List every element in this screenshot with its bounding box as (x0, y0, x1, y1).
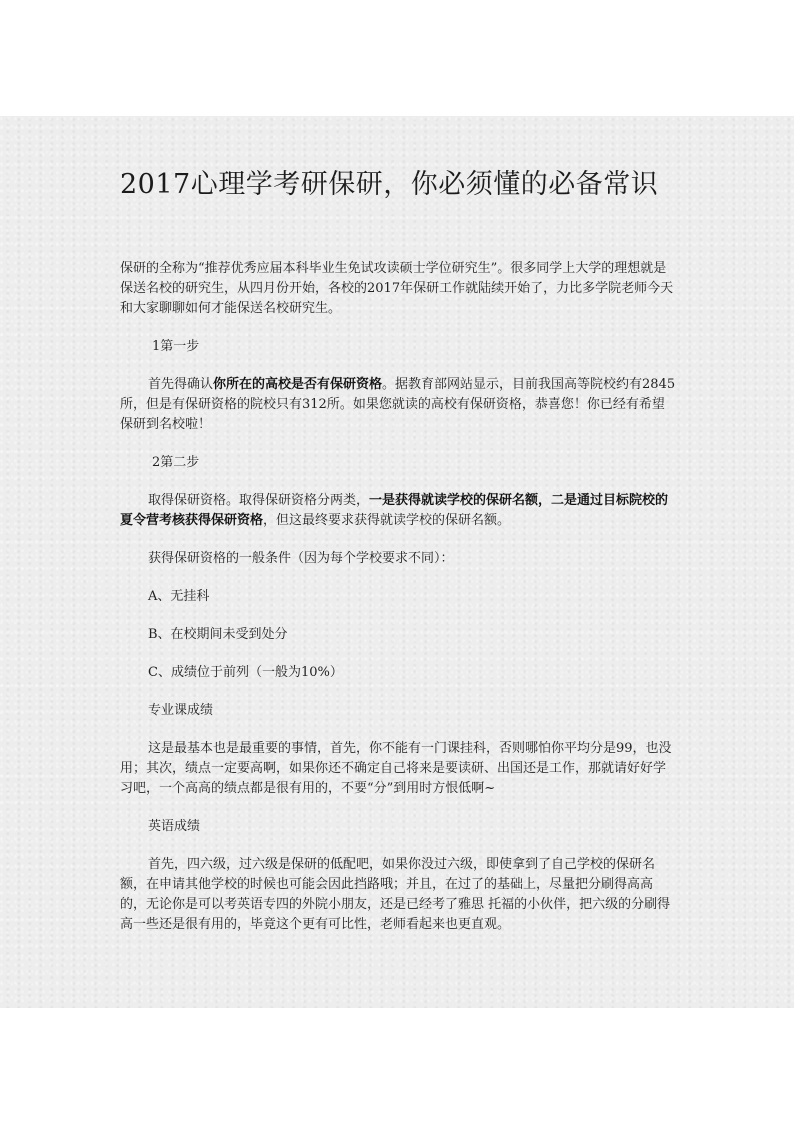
document-title: 2017心理学考研保研，你必须懂的必备常识 (120, 169, 659, 200)
step2-text-a: 取得保研资格。取得保研资格分两类， (148, 493, 370, 508)
major-paragraph: 这是最基本也是最重要的事情，首先，你不能有一门课挂科，否则哪怕你平均分是99，也没用；其次，绩点一定要高啊，如果你还不确定自己将来是要读研、出国还是工作，那就请好好学习吧，一个高高的绩点都是很有用的，不要“分”到用时方恨低啊~ (120, 741, 672, 796)
condition-b: B、在校期间未受到处分 (148, 627, 288, 642)
step2-text-bold: 一是获得就读学校的保研名额，二是通过目标院校的夏令营考核获得保研资格 (120, 493, 669, 528)
document-body (120, 166, 676, 935)
condition-c: C、成绩位于前列（一般为10%） (148, 665, 343, 680)
step2-heading: 2第二步 (152, 455, 200, 470)
english-paragraph: 首先，四六级，过六级是保研的低配吧，如果你没过六级，即使拿到了自己学校的保研名额，在申请其他学校的时候也可能会因此挡路哦；并且，在过了的基础上，尽量把分刷得高高的，无论你是可以考英语专四的外院小朋友，还是已经考了雅思 托福的小伙伴，把六级的分刷得高一些还是很有用的，毕竟这个更有可比性，老师看起来也更直观。 (120, 857, 671, 932)
major-heading: 专业课成绩 (148, 703, 214, 718)
step2-text-b: ，但这最终要求获得就读学校的保研名额。 (263, 513, 511, 528)
english-heading: 英语成绩 (148, 819, 201, 834)
step1-text-a: 首先得确认 (148, 377, 214, 392)
step1-paragraph (120, 375, 676, 435)
step1-text-bold: 你所在的高校是否有保研资格 (213, 377, 383, 392)
paper-page (0, 116, 794, 1008)
step2-paragraph (120, 491, 676, 531)
step1-text-b: 。据教育部网站显示，目前我国高等院校约有2845所，但是有保研资格的院校只有312所。如果您就读的高校有保研资格，恭喜您！你已经有希望保研到名校啦！ (120, 377, 676, 432)
intro-paragraph: 保研的全称为“推荐优秀应届本科毕业生免试攻读硕士学位研究生”。很多同学上大学的理想就是保送名校的研究生，从四月份开始，各校的2017年保研工作就陆续开始了，力比多学院老师今天和大家聊聊如何才能保送名校研究生。 (120, 261, 674, 316)
condition-a: A、无挂科 (148, 589, 210, 604)
step1-heading: 1第一步 (152, 339, 200, 354)
conditions-intro: 获得保研资格的一般条件（因为每个学校要求不同）： (148, 551, 454, 566)
